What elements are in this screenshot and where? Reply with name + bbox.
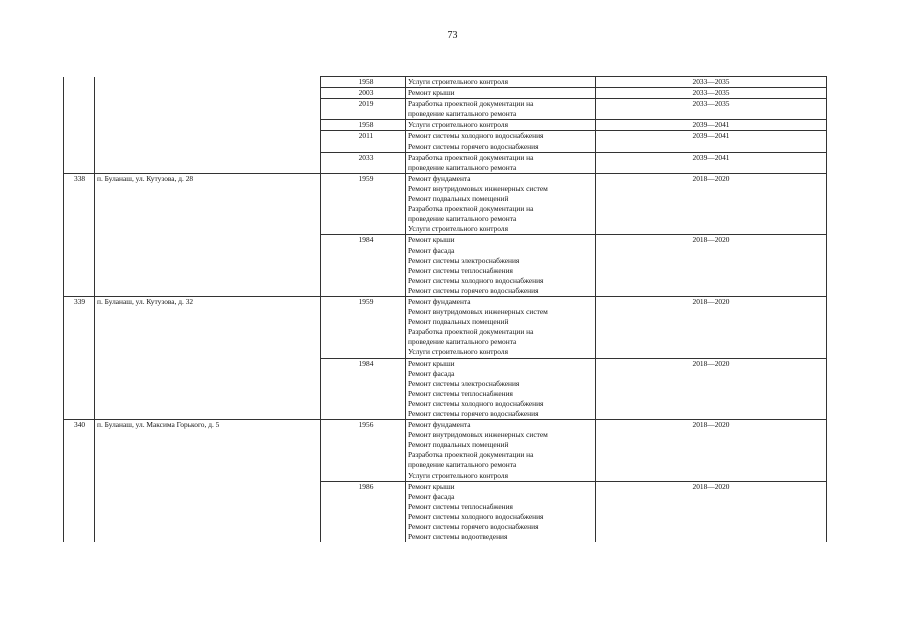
work-item: Ремонт системы холодного водоснабжения <box>408 511 544 521</box>
work-item: Ремонт системы электроснабжения <box>408 378 520 388</box>
work-item: Ремонт внутридомовых инженерных систем <box>408 307 548 317</box>
work-item: Ремонт системы холодного водоснабжения <box>408 398 544 408</box>
entry-address: п. Буланаш, ул. Кутузова, д. 32 <box>95 296 321 419</box>
repair-schedule-table <box>63 76 827 542</box>
table-row <box>64 77 827 88</box>
period-cell: 2018—2020 <box>596 358 827 420</box>
work-item: Разработка проектной документации на <box>408 204 534 214</box>
works-cell <box>406 152 596 173</box>
period-cell: 2039—2041 <box>596 152 827 173</box>
work-item: проведение капитального ремонта <box>408 214 517 224</box>
year-cell: 1956 <box>321 420 406 482</box>
year-cell: 1986 <box>321 481 406 542</box>
page-number: 73 <box>447 30 458 41</box>
work-item: Ремонт системы горячего водоснабжения <box>408 141 539 151</box>
work-item: проведение капитального ремонта <box>408 109 517 119</box>
work-item: Ремонт системы теплоснабжения <box>408 501 513 511</box>
period-cell: 2033—2035 <box>596 88 827 99</box>
entry-address: п. Буланаш, ул. Максима Горького, д. 5 <box>95 420 321 543</box>
period-cell: 2033—2035 <box>596 77 827 88</box>
table-row <box>64 420 827 482</box>
year-cell: 1959 <box>321 173 406 235</box>
year-cell: 1958 <box>321 77 406 88</box>
work-item: Ремонт системы холодного водоснабжения <box>408 275 544 285</box>
work-item: Ремонт фасада <box>408 491 455 501</box>
work-item: Ремонт системы горячего водоснабжения <box>408 409 539 418</box>
period-cell: 2018—2020 <box>596 296 827 358</box>
year-cell: 2011 <box>321 131 406 152</box>
works-cell <box>406 235 596 297</box>
work-item: Ремонт системы электроснабжения <box>408 255 520 265</box>
work-item: Услуги строительного контроля <box>408 77 508 86</box>
year-cell: 2003 <box>321 88 406 99</box>
year-cell: 2033 <box>321 152 406 173</box>
entry-number: 338 <box>64 173 95 296</box>
work-item: Разработка проектной документации на <box>408 327 534 337</box>
works-cell <box>406 358 596 420</box>
work-item: Ремонт крыши <box>408 481 455 491</box>
work-item: Ремонт крыши <box>408 235 455 245</box>
period-cell: 2033—2035 <box>596 99 827 120</box>
work-item: Ремонт крыши <box>408 88 455 98</box>
period-cell: 2039—2041 <box>596 131 827 152</box>
period-cell: 2018—2020 <box>596 481 827 542</box>
entry-number: 340 <box>64 420 95 543</box>
work-item: Ремонт внутридомовых инженерных систем <box>408 430 548 440</box>
year-cell: 1984 <box>321 235 406 297</box>
work-item: Услуги строительного контроля <box>408 347 508 357</box>
work-item: Ремонт системы теплоснабжения <box>408 388 513 398</box>
year-cell: 2019 <box>321 99 406 120</box>
work-item: Услуги строительного контроля <box>408 224 508 234</box>
work-item: Ремонт подвальных помещений <box>408 317 509 327</box>
work-item: Ремонт фундамента <box>408 420 471 430</box>
work-item: Ремонт фундамента <box>408 173 471 183</box>
work-item: проведение капитального ремонта <box>408 162 517 172</box>
works-cell <box>406 99 596 120</box>
works-cell <box>406 131 596 152</box>
work-item: проведение капитального ремонта <box>408 460 517 470</box>
work-item: Ремонт подвальных помещений <box>408 440 509 450</box>
address-cell <box>95 77 321 174</box>
work-item: Ремонт внутридомовых инженерных систем <box>408 183 548 193</box>
works-cell <box>406 173 596 235</box>
work-item: Ремонт фасада <box>408 245 455 255</box>
number-cell <box>64 77 95 174</box>
work-item: проведение капитального ремонта <box>408 337 517 347</box>
period-cell: 2018—2020 <box>596 420 827 482</box>
entry-address: п. Буланаш, ул. Кутузова, д. 28 <box>95 173 321 296</box>
work-item: Ремонт крыши <box>408 358 455 368</box>
period-cell: 2018—2020 <box>596 173 827 235</box>
year-cell: 1959 <box>321 296 406 358</box>
works-cell <box>406 77 596 88</box>
table-row <box>64 173 827 235</box>
work-item: Услуги строительного контроля <box>408 470 508 480</box>
year-cell: 1984 <box>321 358 406 420</box>
works-cell <box>406 420 596 482</box>
work-item: Разработка проектной документации на <box>408 152 534 162</box>
table-body <box>64 77 827 543</box>
work-item: Ремонт системы холодного водоснабжения <box>408 131 544 141</box>
works-cell <box>406 120 596 131</box>
work-item: Ремонт системы горячего водоснабжения <box>408 522 539 532</box>
work-item: Ремонт системы горячего водоснабжения <box>408 285 539 295</box>
year-cell: 1958 <box>321 120 406 131</box>
period-cell: 2018—2020 <box>596 235 827 297</box>
works-cell <box>406 88 596 99</box>
work-item: Ремонт системы водоотведения <box>408 532 508 542</box>
work-item: Разработка проектной документации на <box>408 99 534 109</box>
work-item: Ремонт системы теплоснабжения <box>408 265 513 275</box>
works-cell <box>406 481 596 542</box>
period-cell: 2039—2041 <box>596 120 827 131</box>
entry-number: 339 <box>64 296 95 419</box>
work-item: Ремонт подвальных помещений <box>408 194 509 204</box>
work-item: Услуги строительного контроля <box>408 120 508 130</box>
work-item: Ремонт фундамента <box>408 296 471 306</box>
works-cell <box>406 296 596 358</box>
work-item: Разработка проектной документации на <box>408 450 534 460</box>
work-item: Ремонт фасада <box>408 368 455 378</box>
table-row <box>64 296 827 358</box>
